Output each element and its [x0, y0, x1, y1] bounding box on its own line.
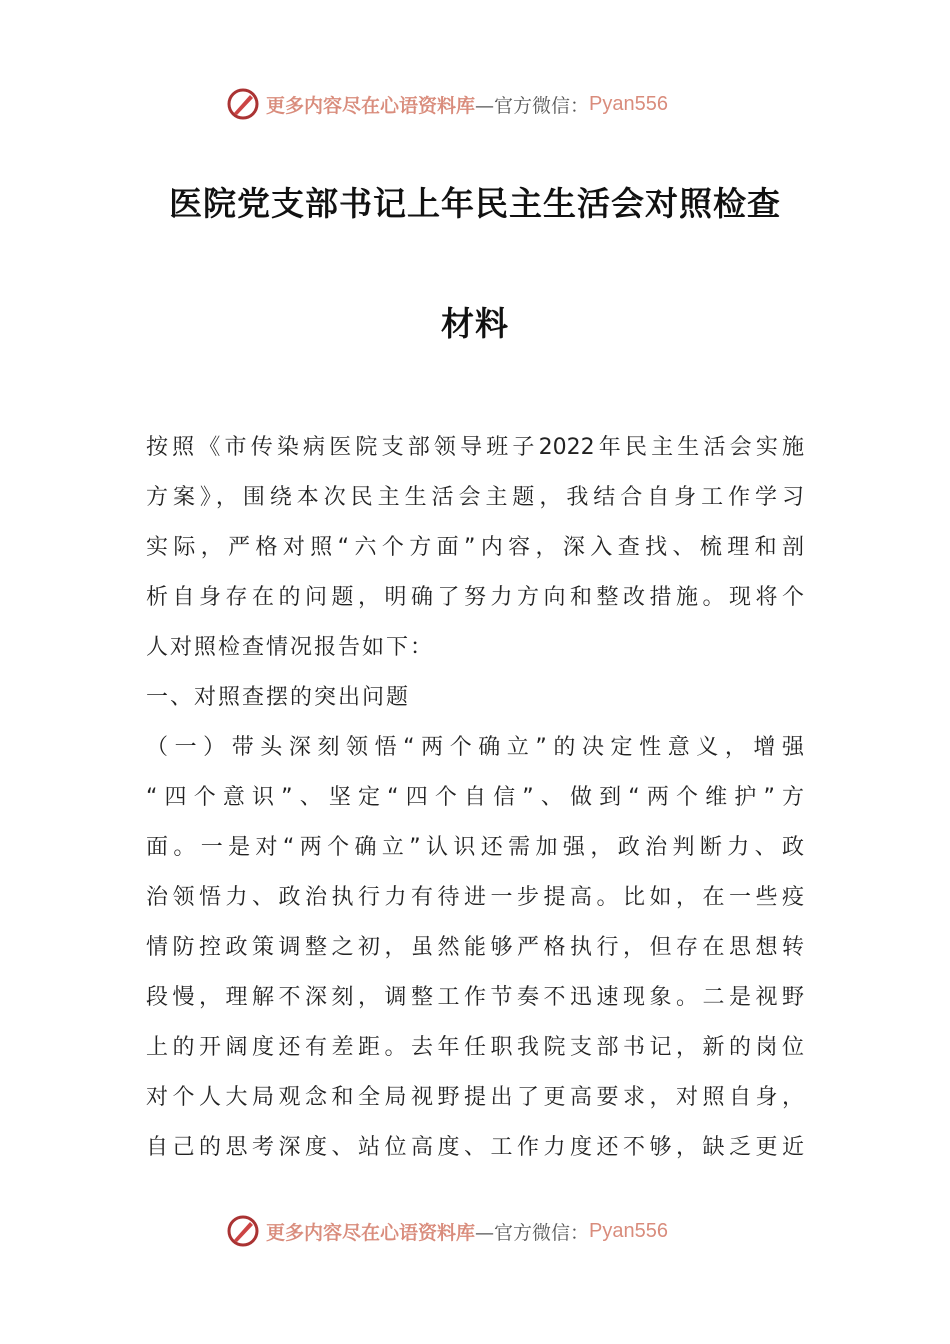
- body-line: 段慢，理解不深刻，调整工作节奏不迅速现象。二是视野: [146, 985, 804, 1010]
- body-line: 实际，严格对照“六个方面”内容，深入查找、梳理和剖: [146, 535, 804, 560]
- body-line: 治领悟力、政治执行力有待进一步提高。比如，在一些疫: [146, 885, 804, 910]
- watermark-wechat-label: —官方微信：: [475, 1221, 590, 1244]
- document-body: [146, 428, 804, 1178]
- body-line: 情防控政策调整之初，虽然能够严格执行，但存在思想转: [146, 935, 804, 960]
- pen-logo-icon: [226, 1214, 260, 1248]
- body-line: “四个意识”、坚定“四个自信”、做到“两个维护”方: [146, 785, 804, 810]
- watermark-text: 更多内容尽在心语资料库: [266, 94, 476, 117]
- watermark-wechat-id: Pyan556: [589, 1219, 668, 1242]
- watermark-footer: [226, 1211, 726, 1251]
- document-title-line-1: 医院党支部书记上年民主生活会对照检查: [169, 184, 781, 223]
- body-line: 对个人大局观念和全局视野提出了更高要求，对照自身，: [146, 1085, 804, 1110]
- pen-logo-icon: [226, 87, 260, 121]
- body-line: 按照《市传染病医院支部领导班子2022年民主生活会实施: [146, 435, 804, 460]
- body-line: 面。一是对“两个确立”认识还需加强，政治判断力、政: [146, 835, 804, 860]
- watermark-wechat-label: —官方微信：: [475, 94, 590, 117]
- body-line: 上的开阔度还有差距。去年任职我院支部书记，新的岗位: [146, 1035, 804, 1060]
- section-heading: 一、对照查摆的突出问题: [146, 685, 411, 710]
- body-line: 自己的思考深度、站位高度、工作力度还不够，缺乏更近: [146, 1135, 804, 1160]
- watermark-text: 更多内容尽在心语资料库: [266, 1221, 476, 1244]
- body-line: 人对照检查情况报告如下：: [146, 635, 435, 660]
- watermark-header: [226, 84, 726, 124]
- body-line: 析自身存在的问题，明确了努力方向和整改措施。现将个: [146, 585, 804, 610]
- body-line: （一）带头深刻领悟“两个确立”的决定性意义，增强: [146, 735, 804, 760]
- body-line: 方案》，围绕本次民主生活会主题，我结合自身工作学习: [146, 485, 804, 510]
- document-title-line-2: 材料: [441, 304, 509, 343]
- watermark-wechat-id: Pyan556: [589, 92, 668, 115]
